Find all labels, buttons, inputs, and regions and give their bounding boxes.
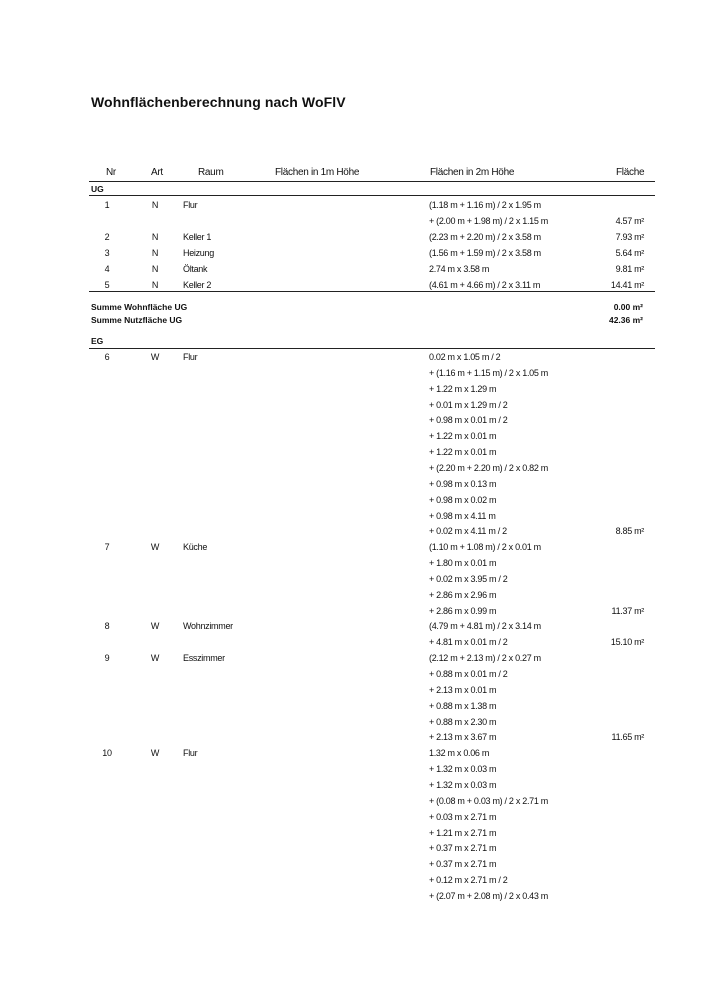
table-row	[0, 280, 706, 295]
row-raum: Küche	[183, 542, 208, 553]
row-flaeche: 9.81 m²	[615, 263, 644, 274]
row-nr: 8	[104, 621, 110, 632]
table-row	[0, 748, 706, 763]
row-flaechen-2m: + 1.32 m x 0.03 m	[429, 764, 497, 775]
row-flaeche: 11.37 m²	[611, 605, 644, 616]
summary-label: Summe Wohnfläche UG	[91, 302, 188, 312]
row-flaechen-2m: + (2.20 m + 2.20 m) / 2 x 0.82 m	[429, 462, 548, 473]
table-row	[0, 828, 706, 843]
table-row	[0, 463, 706, 478]
row-flaeche: 8.85 m²	[615, 526, 644, 537]
row-flaechen-2m: + 0.01 m x 1.29 m / 2	[429, 399, 508, 410]
table-row	[0, 232, 706, 247]
table-row	[0, 415, 706, 430]
row-flaeche: 11.65 m²	[611, 732, 644, 743]
row-flaechen-2m: + 0.37 m x 2.71 m	[429, 843, 497, 854]
row-flaechen-2m: (2.23 m + 2.20 m) / 2 x 3.58 m	[429, 231, 541, 242]
row-flaechen-2m: + 1.22 m x 0.01 m	[429, 431, 497, 442]
section-label-ug: UG	[91, 184, 104, 194]
table-row	[0, 812, 706, 827]
row-art: W	[150, 352, 160, 362]
summary-label: Summe Nutzfläche UG	[91, 315, 183, 325]
row-flaechen-2m: + 1.80 m x 0.01 m	[429, 558, 497, 569]
table-row	[0, 526, 706, 541]
row-flaechen-2m: + 0.37 m x 2.71 m	[429, 859, 497, 870]
row-flaechen-2m: (1.10 m + 1.08 m) / 2 x 0.01 m	[429, 542, 541, 553]
row-flaechen-2m: + 0.88 m x 2.30 m	[429, 716, 497, 727]
row-nr: 10	[102, 748, 112, 759]
row-nr: 5	[104, 279, 110, 290]
summary-value: 0.00 m²	[613, 302, 643, 312]
table-row	[0, 875, 706, 890]
row-art: N	[151, 200, 159, 210]
row-flaechen-2m: + 2.13 m x 3.67 m	[429, 732, 497, 743]
row-flaeche: 4.57 m²	[615, 215, 644, 226]
row-flaechen-2m: (1.56 m + 1.59 m) / 2 x 3.58 m	[429, 247, 541, 258]
table-row	[0, 669, 706, 684]
row-art: N	[151, 231, 159, 242]
table-row	[0, 447, 706, 462]
row-flaeche: 5.64 m²	[615, 247, 644, 258]
row-raum: Keller 1	[183, 231, 212, 242]
row-flaechen-2m: + 0.12 m x 2.71 m / 2	[429, 875, 508, 886]
row-raum: Flur	[183, 352, 198, 362]
row-art: W	[150, 621, 160, 632]
row-art: N	[151, 247, 159, 258]
table-row	[0, 264, 706, 279]
row-flaechen-2m: + 0.98 m x 0.01 m / 2	[429, 415, 508, 426]
section-divider-eg	[89, 348, 655, 349]
row-art: W	[150, 653, 160, 664]
row-art: N	[151, 263, 159, 274]
row-raum: Öltank	[183, 263, 208, 274]
row-flaechen-2m: + 1.22 m x 0.01 m	[429, 447, 497, 458]
table-row	[0, 685, 706, 700]
row-flaeche: 14.41 m²	[610, 279, 644, 290]
row-flaechen-2m: (2.12 m + 2.13 m) / 2 x 0.27 m	[429, 653, 541, 664]
header-flaechen-1m: Flächen in 1m Höhe	[275, 167, 360, 178]
table-row	[0, 764, 706, 779]
row-flaechen-2m: + 0.02 m x 4.11 m / 2	[429, 526, 507, 537]
row-nr: 7	[104, 542, 110, 553]
row-nr: 4	[104, 263, 110, 274]
table-row	[0, 352, 706, 367]
row-flaechen-2m: + 0.98 m x 4.11 m	[429, 510, 496, 521]
row-raum: Flur	[183, 200, 198, 210]
row-flaechen-2m: + 2.86 m x 2.96 m	[429, 589, 497, 600]
table-row	[0, 717, 706, 732]
row-flaechen-2m: + 1.22 m x 1.29 m	[429, 383, 497, 394]
row-flaeche: 7.93 m²	[615, 231, 644, 242]
row-raum: Flur	[183, 748, 198, 759]
table-row	[0, 574, 706, 589]
summary-value: 42.36 m²	[608, 315, 643, 325]
section-divider-ug	[89, 195, 655, 196]
row-nr: 6	[104, 352, 110, 362]
table-row	[0, 859, 706, 874]
row-flaechen-2m: + (2.07 m + 2.08 m) / 2 x 0.43 m	[429, 890, 548, 901]
table-row	[0, 200, 706, 215]
row-raum: Heizung	[183, 247, 214, 258]
page-title: Wohnflächenberechnung nach WoFlV	[91, 94, 346, 110]
row-raum: Keller 2	[183, 279, 212, 290]
table-row	[0, 558, 706, 573]
table-row	[0, 796, 706, 811]
header-art: Art	[151, 167, 163, 178]
table-row	[0, 637, 706, 652]
table-row	[0, 621, 706, 636]
row-flaechen-2m: (4.61 m + 4.66 m) / 2 x 3.11 m	[429, 279, 541, 290]
row-nr: 2	[104, 231, 110, 242]
table-row	[0, 542, 706, 557]
row-flaechen-2m: + 4.81 m x 0.01 m / 2	[429, 637, 508, 648]
header-flaeche: Fläche	[616, 167, 645, 178]
section-label-eg: EG	[91, 336, 104, 346]
header-divider	[89, 181, 655, 182]
row-art: W	[150, 748, 160, 759]
row-flaechen-2m: 0.02 m x 1.05 m / 2	[429, 352, 501, 362]
row-flaechen-2m: + 1.32 m x 0.03 m	[429, 779, 497, 790]
row-flaechen-2m: + 0.03 m x 2.71 m	[429, 811, 497, 822]
row-flaechen-2m: + 2.86 m x 0.99 m	[429, 605, 497, 616]
row-flaechen-2m: + 2.13 m x 0.01 m	[429, 684, 497, 695]
table-row	[0, 606, 706, 621]
row-flaechen-2m: + 0.98 m x 0.13 m	[429, 478, 497, 489]
table-row	[0, 891, 706, 906]
table-row	[0, 495, 706, 510]
row-art: N	[151, 279, 159, 290]
table-row	[0, 216, 706, 231]
table-row	[0, 368, 706, 383]
header-flaechen-2m: Flächen in 2m Höhe	[430, 167, 515, 178]
table-row	[0, 843, 706, 858]
row-raum: Wohnzimmer	[183, 621, 233, 632]
table-row	[0, 590, 706, 605]
table-row	[0, 511, 706, 526]
row-raum: Esszimmer	[183, 653, 225, 664]
row-flaechen-2m: + (0.08 m + 0.03 m) / 2 x 2.71 m	[429, 795, 548, 806]
row-flaechen-2m: 1.32 m x 0.06 m	[429, 748, 490, 759]
table-row	[0, 400, 706, 415]
row-flaechen-2m: + 0.02 m x 3.95 m / 2	[429, 573, 508, 584]
table-row	[0, 653, 706, 668]
row-flaechen-2m: + 0.88 m x 1.38 m	[429, 700, 497, 711]
row-nr: 3	[104, 247, 110, 258]
table-row	[0, 431, 706, 446]
row-flaechen-2m: + 1.21 m x 2.71 m	[429, 827, 497, 838]
row-flaechen-2m: (4.79 m + 4.81 m) / 2 x 3.14 m	[429, 621, 541, 632]
row-nr: 9	[104, 653, 110, 664]
row-flaechen-2m: (1.18 m + 1.16 m) / 2 x 1.95 m	[429, 200, 541, 210]
table-row	[0, 248, 706, 263]
row-flaechen-2m: + 0.98 m x 0.02 m	[429, 494, 497, 505]
row-flaeche: 15.10 m²	[610, 637, 644, 648]
header-raum: Raum	[198, 167, 224, 178]
header-nr: Nr	[106, 167, 116, 178]
ug-bottom-divider	[89, 291, 655, 292]
row-flaechen-2m: 2.74 m x 3.58 m	[429, 263, 490, 274]
row-art: W	[150, 542, 160, 553]
table-row	[0, 780, 706, 795]
table-row	[0, 479, 706, 494]
table-row	[0, 701, 706, 716]
row-flaechen-2m: + 0.88 m x 0.01 m / 2	[429, 669, 508, 679]
row-flaechen-2m: + (2.00 m + 1.98 m) / 2 x 1.15 m	[429, 215, 548, 226]
table-row	[0, 384, 706, 399]
row-flaechen-2m: + (1.16 m + 1.15 m) / 2 x 1.05 m	[429, 367, 548, 378]
table-row	[0, 732, 706, 747]
row-nr: 1	[104, 200, 110, 210]
